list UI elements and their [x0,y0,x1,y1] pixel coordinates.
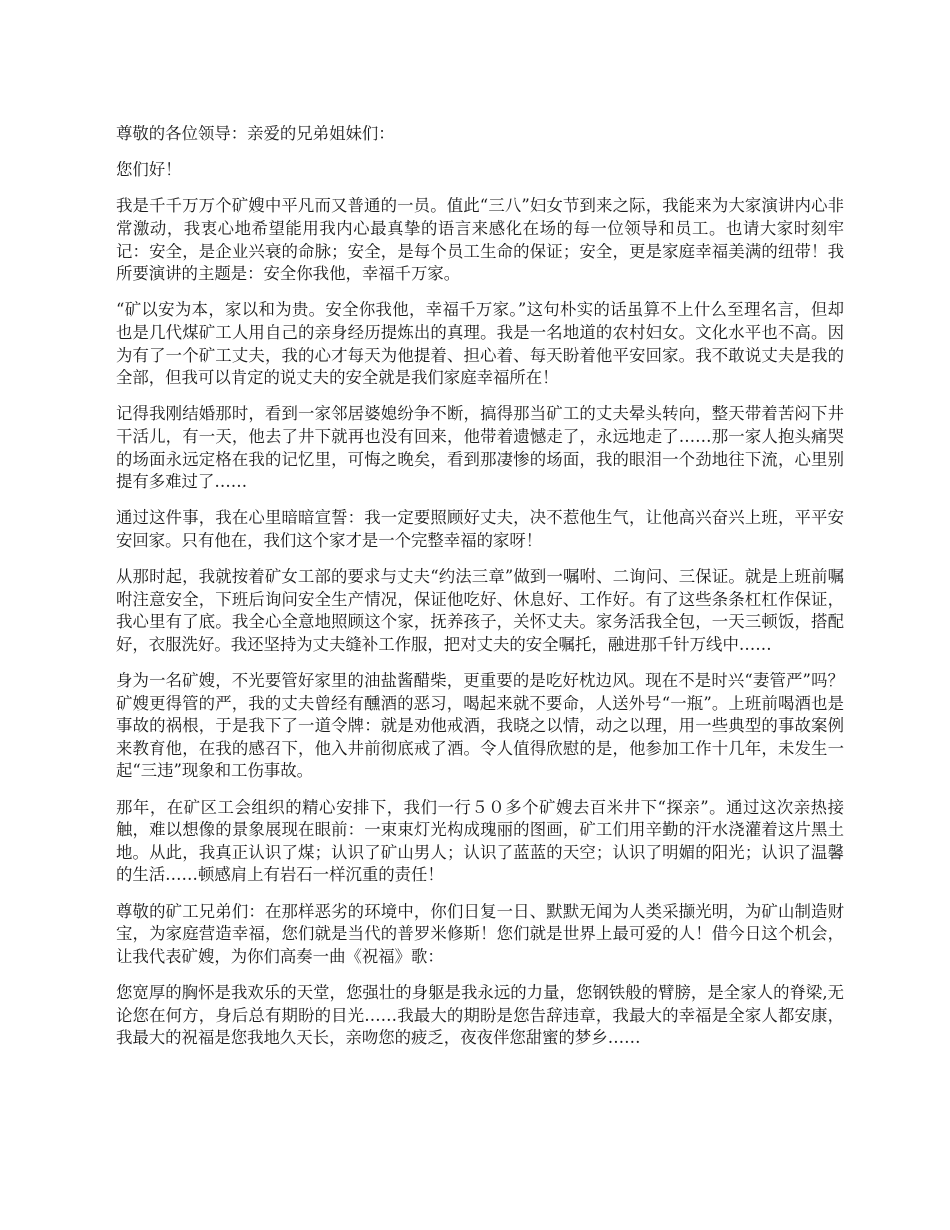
body-paragraph: 尊敬的矿工兄弟们：在那样恶劣的环境中，你们日复一日、默默无闻为人类采撷光明，为矿山制造财宝，为家庭营造幸福，您们就是当代的普罗米修斯！您们就是世界上最可爱的人！借今日这个机会，让我代表矿嫂，为你们高奏一曲《祝福》歌： [116,901,844,966]
body-paragraph: 我是千千万万个矿嫂中平凡而又普通的一员。值此“三八”妇女节到来之际，我能来为大家演讲内心非常激动，我衷心地希望能用我内心最真挚的语言来感化在场的每一位领导和员工。也请大家时刻牢记：安全，是企业兴衰的命脉；安全，是每个员工生命的保证；安全，更是家庭幸福美满的纽带！我所要演讲的主题是：安全你我他，幸福千万家。 [116,196,844,284]
body-paragraph: 通过这件事，我在心里暗暗宣誓：我一定要照顾好丈夫，决不惹他生气，让他高兴奋兴上班，平平安安回家。只有他在，我们这个家才是一个完整幸福的家呀！ [116,508,844,550]
body-paragraph: 记得我刚结婚那时，看到一家邻居婆媳纷争不断，搞得那当矿工的丈夫晕头转向，整天带着苦闷下井干活儿，有一天，他去了井下就再也没有回来，他带着遗憾走了，永远地走了……那一家人抱头痛哭的场面永远定格在我的记忆里，可悔之晚矣，看到那凄惨的场面，我的眼泪一个劲地往下流，心里别提有多难过了…… [116,404,844,492]
salutation-paragraph: 您们好！ [116,160,182,180]
body-paragraph: 身为一名矿嫂，不光要管好家里的油盐酱醋柴，更重要的是吃好枕边风。现在不是时兴“妻管严”吗？矿嫂更得管的严，我的丈夫曾经有醺酒的恶习，喝起来就不要命，人送外号“一瓶”。上班前喝酒也是事故的祸根，于是我下了一道令牌：就是劝他戒酒，我晓之以情，动之以理，用一些典型的事故案例来教育他，在我的感召下，他入井前彻底戒了酒。令人值得欣慰的是，他参加工作十几年，未发生一起“三违”现象和工伤事故。 [116,671,844,781]
body-paragraph: 那年，在矿区工会组织的精心安排下，我们一行５０多个矿嫂去百米井下“探亲”。通过这次亲热接触，难以想像的景象展现在眼前：一束束灯光构成瑰丽的图画，矿工们用辛勤的汗水浇灌着这片黑土地。从此，我真正认识了煤；认识了矿山男人；认识了蓝蓝的天空；认识了明媚的阳光；认识了温馨的生活……顿感肩上有岩石一样沉重的责任！ [116,797,844,885]
greeting-paragraph: 尊敬的各位领导：亲爱的兄弟姐妹们： [116,124,395,143]
closing-paragraph: 您宽厚的胸怀是我欢乐的天堂，您强壮的身躯是我永远的力量，您钢铁般的臂膀，是全家人的脊梁,无论您在何方，身后总有期盼的目光……我最大的期盼是您告辞违章，我最大的幸福是全家人都安康，我最大的祝福是您我地久天长，亲吻您的疲乏，夜夜伴您甜蜜的梦乡…… [116,982,844,1048]
speech-document [116,123,844,1063]
body-paragraph: 从那时起，我就按着矿女工部的要求与丈夫“约法三章”做到一嘱咐、二询问、三保证。就是上班前嘱咐注意安全，下班后询问安全生产情况，保证他吃好、休息好、工作好。有了这些条条杠杠作保证，我心里有了底。我全心全意地照顾这个家，抚养孩子，关怀丈夫。家务活我全包，一天三顿饭，搭配好，衣服洗好。我还坚持为丈夫缝补工作服，把对丈夫的安全嘱托，融进那千针万线中…… [116,567,844,654]
body-paragraph: “矿以安为本，家以和为贵。安全你我他，幸福千万家。”这句朴实的话虽算不上什么至理名言，但却也是几代煤矿工人用自己的亲身经历提炼出的真理。我是一名地道的农村妇女。文化水平也不高。因为有了一个矿工丈夫，我的心才每天为他提着、担心着、每天盼着他平安回家。我不敢说丈夫是我的全部，但我可以肯定的说丈夫的安全就是我们家庭幸福所在！ [116,300,844,388]
